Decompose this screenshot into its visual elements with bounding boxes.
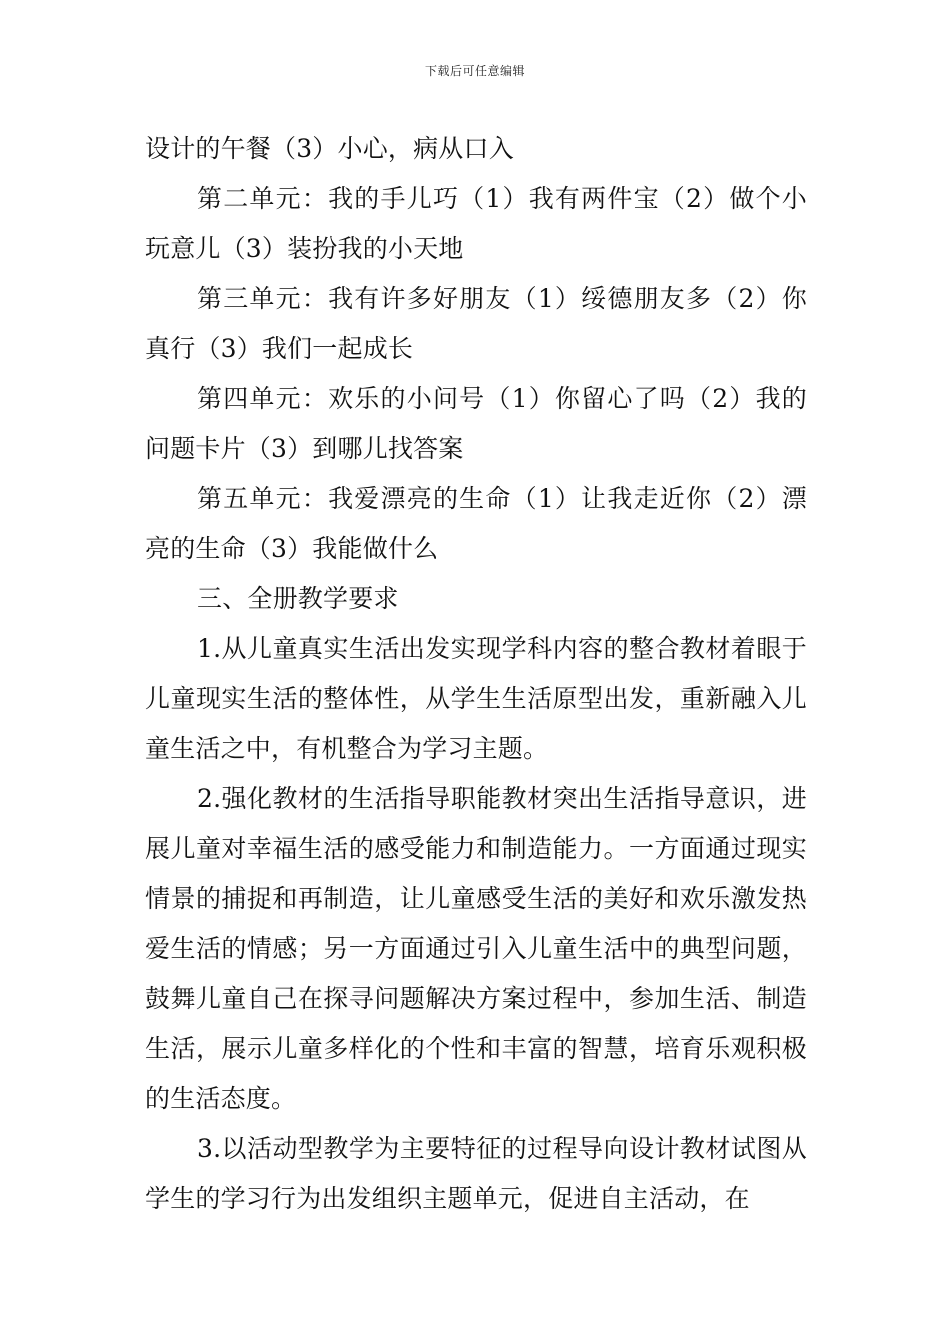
section-heading-teaching-requirements: 三、全册教学要求 — [197, 584, 399, 613]
paragraph-unit-two: 第二单元：我的手儿巧（1）我有两件宝（2）做个小玩意儿（3）装扮我的小天地 — [145, 184, 807, 263]
paragraph-unit-three: 第三单元：我有许多好朋友（1）绥德朋友多（2）你真行（3）我们一起成长 — [145, 284, 807, 363]
document-body — [145, 124, 807, 1224]
paragraph-unit-five: 第五单元：我爱漂亮的生命（1）让我走近你（2）漂亮的生命（3）我能做什么 — [145, 484, 807, 563]
paragraph-requirement-1: 1.从儿童真实生活出发实现学科内容的整合教材着眼于儿童现实生活的整体性，从学生生活原型出发，重新融入儿童生活之中，有机整合为学习主题。 — [145, 634, 807, 763]
paragraph-continued-lunch: 设计的午餐（3）小心，病从口入 — [145, 134, 514, 163]
paragraph-requirement-3: 3.以活动型教学为主要特征的过程导向设计教材试图从学生的学习行为出发组织主题单元，促进自主活动，在 — [145, 1134, 807, 1213]
paragraph-unit-four: 第四单元：欢乐的小问号（1）你留心了吗（2）我的问题卡片（3）到哪儿找答案 — [145, 384, 807, 463]
paragraph-requirement-2: 2.强化教材的生活指导职能教材突出生活指导意识，进展儿童对幸福生活的感受能力和制造能力。一方面通过现实情景的捕捉和再制造，让儿童感受生活的美好和欢乐激发热爱生活的情感；另一方面通过引入儿童生活中的典型问题，鼓舞儿童自己在探寻问题解决方案过程中，参加生活、制造生活，展示儿童多样化的个性和丰富的智慧，培育乐观积极的生活态度。 — [145, 784, 807, 1113]
page-header: 下载后可任意编辑 — [424, 64, 525, 78]
